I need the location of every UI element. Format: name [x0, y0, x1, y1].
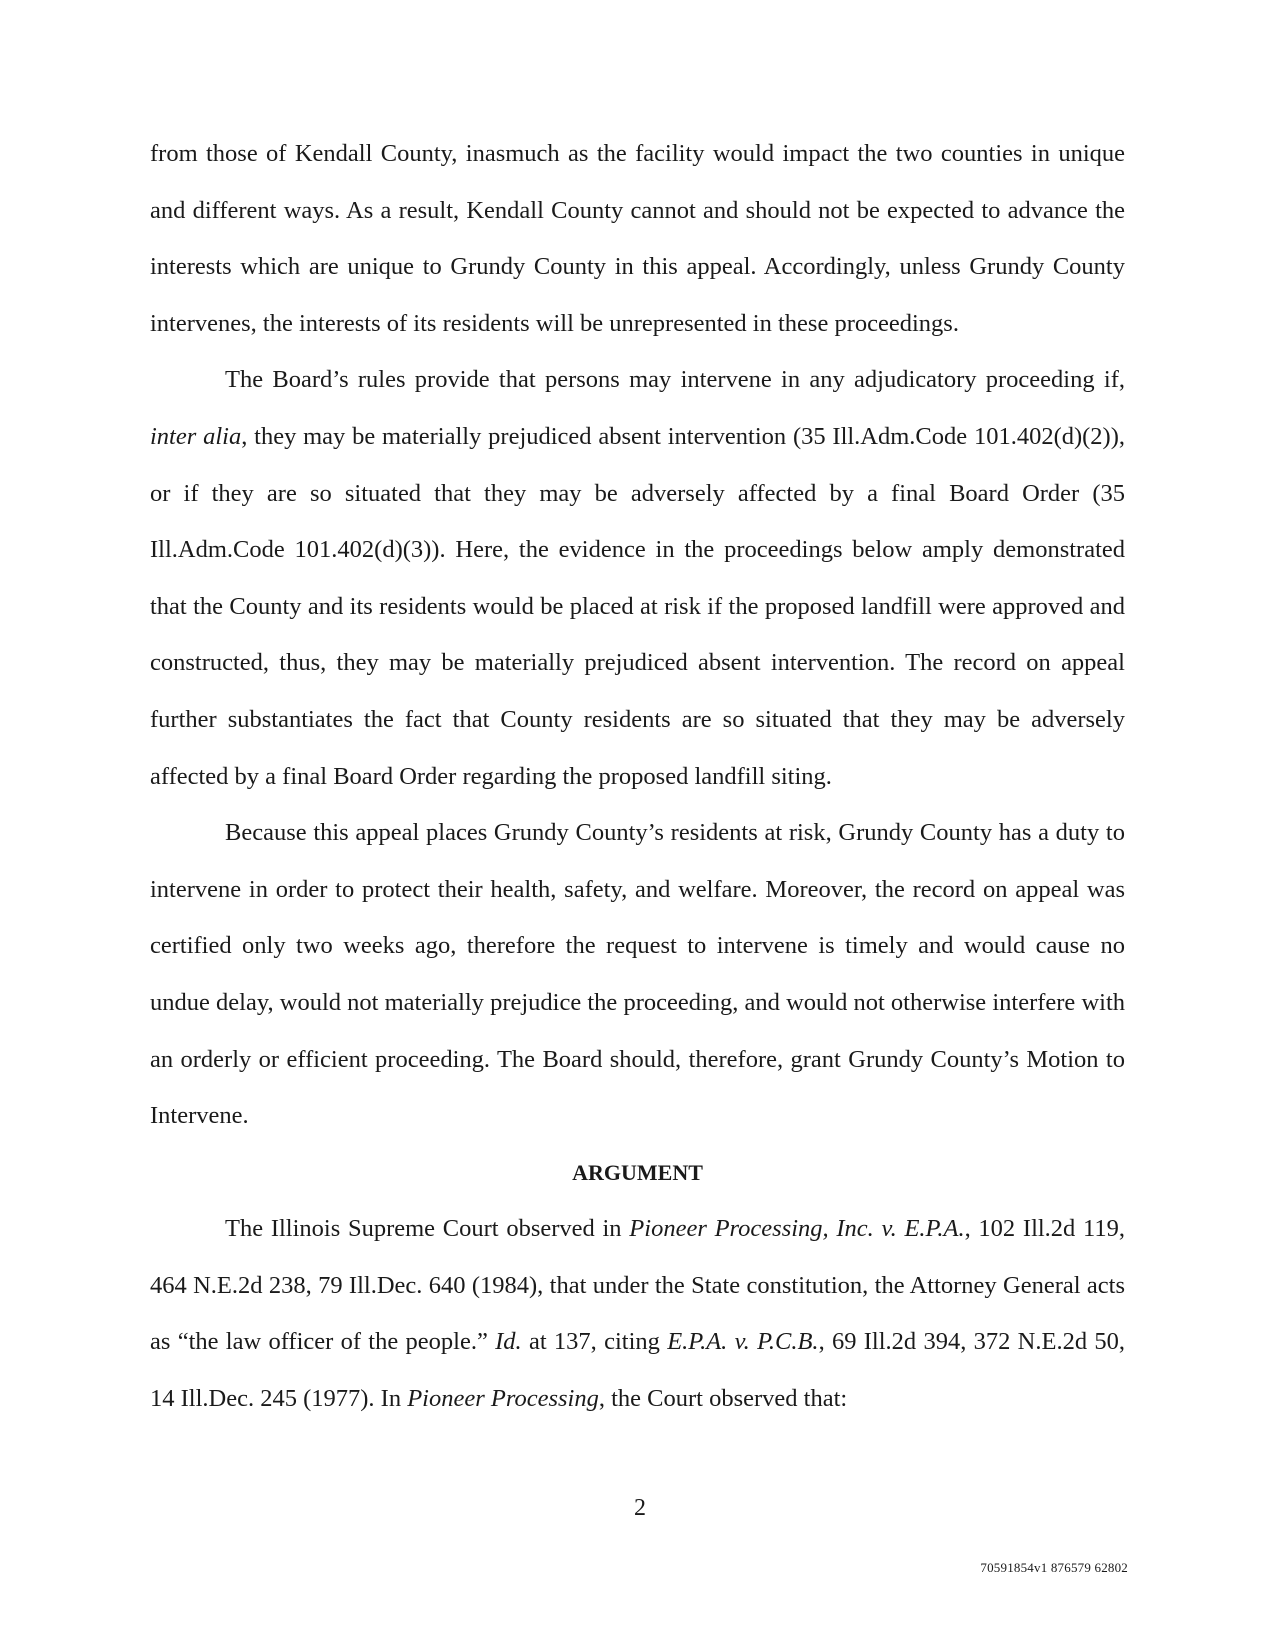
- italic-inter-alia: inter alia: [150, 422, 242, 450]
- section-heading-argument: ARGUMENT: [572, 1159, 703, 1185]
- case-citation: E.P.A. v. P.C.B.: [667, 1328, 819, 1356]
- text-run: , 102 Ill.2d 119, 464 N.E.2d 238, 79 Ill.Dec. 640 (1984), that under the State constitution, the Attorney General acts as “the law officer of the people.”: [150, 1215, 1126, 1356]
- citation-id: Id.: [495, 1328, 522, 1356]
- text-run: The Illinois Supreme Court observed in: [225, 1215, 630, 1243]
- text-run: , the Court observed that:: [598, 1385, 848, 1413]
- document-id-footer: 70591854v1 876579 62802: [980, 1560, 1128, 1575]
- paragraph-continuation: from those of Kendall County, inasmuch as the facility would impact the two counties in unique and different ways. As a result, Kendall County cannot and should not be expected to advance the interests which are unique to Grundy County in this appeal. Accordingly, unless Grundy County intervenes, the interests of its residents will be unrepresented in these proceedings.: [150, 140, 1125, 337]
- paragraph-board-rules: [150, 352, 1125, 805]
- text-run: , they may be materially prejudiced absent intervention (35 Ill.Adm.Code 101.402(d)(2)), or if they are so situated that they may be adversely affected by a final Board Order (35 Ill.Adm.Code 101.402(d)(3)). Here, the evidence in the proceedings below amply demonstrated that the County and its residents would be placed at risk if the proposed landfill were approved and constructed, thus, they may be materially prejudiced absent intervention. The record on appeal further substantiates the fact that County residents are so situated that they may be adversely affected by a final Board Order regarding the proposed landfill siting.: [150, 422, 1125, 790]
- paragraph-argument: [150, 1201, 1125, 1427]
- text-run: , 69 Ill.2d 394, 372 N.E.2d 50, 14 Ill.Dec. 245 (1977). In: [150, 1328, 1125, 1413]
- text-run: The Board’s rules provide that persons may intervene in any adjudicatory proceeding if,: [225, 366, 1125, 394]
- text-run: at 137, citing: [521, 1328, 668, 1356]
- case-citation: Pioneer Processing, Inc. v. E.P.A.: [629, 1215, 965, 1243]
- document-body: [150, 126, 1125, 1428]
- paragraph-duty-to-intervene: Because this appeal places Grundy County’s residents at risk, Grundy County has a duty to intervene in order to protect their health, safety, and welfare. Moreover, the record on appeal was certified only two weeks ago, therefore the request to intervene is timely and would cause no undue delay, would not materially prejudice the proceeding, and would not otherwise interfere with an orderly or efficient proceeding. The Board should, therefore, grant Grundy County’s Motion to Intervene.: [150, 819, 1125, 1130]
- case-short-name: Pioneer Processing: [407, 1385, 599, 1413]
- page-number: 2: [634, 1495, 646, 1521]
